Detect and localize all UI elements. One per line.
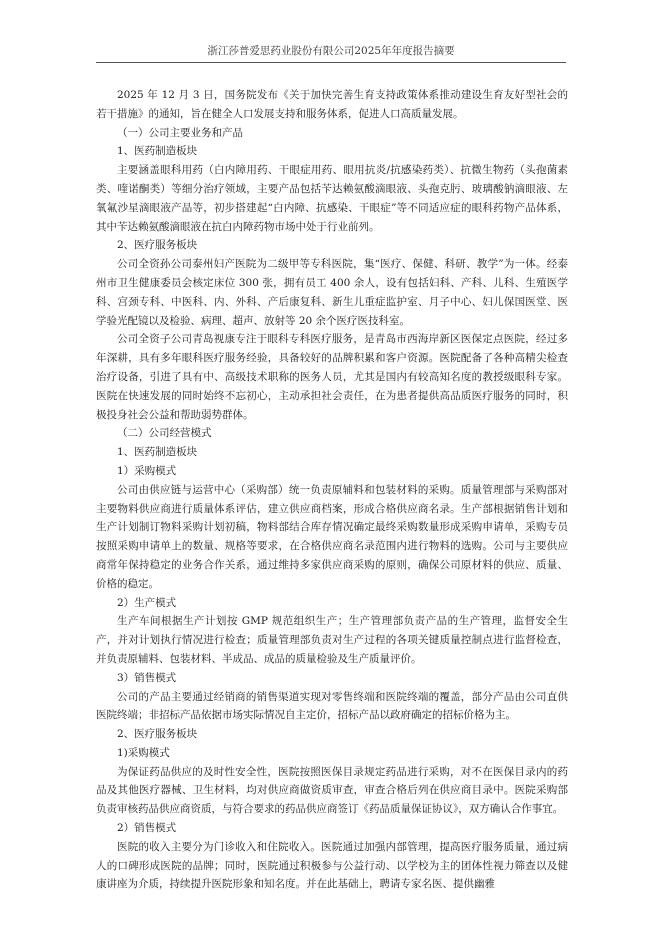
paragraph: 公司的产品主要通过经销商的销售渠道实现对零售终端和医院终端的覆盖，部分产品由公司直供医院终端；非招标产品依据市场实际情况自主定价，招标产品以政府确定的招标价格为主。 — [96, 690, 568, 722]
report-body — [96, 86, 568, 894]
section-heading: （二）公司经营模式 — [117, 427, 212, 440]
item-heading: 1）采购模式 — [117, 464, 177, 477]
subsection-heading: 2、医疗服务板块 — [117, 728, 198, 741]
subsection-heading: 2、医疗服务板块 — [117, 239, 198, 252]
item-heading: 3）销售模式 — [117, 671, 177, 684]
item-heading: 1)采购模式 — [117, 746, 170, 759]
item-heading: 2）生产模式 — [117, 596, 177, 609]
paragraph: 公司全资孙公司泰州妇产医院为二级甲等专科医院，集“医疗、保健、科研、教学”为一体。经泰州市卫生健康委员会核定床位 300 张，拥有员工 400 余人，设有包括妇科、产科、儿科、生殖医学科、宫颈专科、中医科、内、外科、产后康复科、新生儿重症监护室、月子中心、妇儿保国医堂、医学验光配镜以及检验、病理、超声、放射等 20 余个医疗医技科室。 — [96, 258, 568, 327]
paragraph: 为保证药品供应的及时性安全性，医院按照医保目录规定药品进行采购，对不在医保目录内的药品及其他医疗器械、卫生材料，均对供应商做资质审查，审查合格后列在供应商目录中。医院采购部负责审核药品供应商资质，与符合要求的药品供应商签订《药品质量保证协议》，双方确认合作事宜。 — [96, 765, 568, 816]
subsection-heading: 1、医药制造板块 — [117, 145, 198, 158]
paragraph: 生产车间根据生产计划按 GMP 规范组织生产；生产管理部负责产品的生产管理，监督安全生产，并对计划执行情况进行检查；质量管理部负责对生产过程的各项关键质量控制点进行监督检查，并负责原辅料、包装材料、半成品、成品的质量检验及生产质量评价。 — [96, 615, 568, 665]
paragraph: 2025 年 12 月 3 日，国务院发布《关于加快完善生育支持政策体系推动建设生育友好型社会的若干措施》的通知，旨在健全人口发展支持和服务体系，促进人口高质量发展。 — [96, 89, 568, 120]
section-heading: （一）公司主要业务和产品 — [117, 126, 243, 139]
header-divider — [96, 62, 566, 63]
paragraph: 公司全资子公司青岛视康专注于眼科专科医疗服务，是青岛市西海岸新区医保定点医院，经过多年深耕，具有多年眼科医疗服务经验，具备较好的品牌积累和客户资源。医院配备了各种高精尖检查治疗设备，引进了具有中、高级技术职称的医务人员，尤其是国内有较高知名度的教授级眼科专家。医院在快速发展的同时始终不忘初心，主动承担社会责任，在为患者提供高品质医疗服务的同时，积极投身社会公益和帮助弱势群体。 — [96, 333, 568, 421]
paragraph: 医院的收入主要分为门诊收入和住院收入。医院通过加强内部管理，提高医疗服务质量，通过病人的口碑形成医院的品牌；同时，医院通过积极参与公益行动、以学校为主的团体性视力筛查以及健康讲座为介质，持续提升医院形象和知名度。并在此基础上，聘请专家名医、提供幽雅 — [96, 840, 568, 891]
page-header: 浙江莎普爱思药业股份有限公司2025年年度报告摘要 — [207, 45, 455, 57]
paragraph: 公司由供应链与运营中心（采购部）统一负责原辅料和包装材料的采购。质量管理部与采购部对主要物料供应商进行质量体系评估，建立供应商档案，形成合格供应商名录。生产部根据销售计划和生产计划制订物料采购计划初稿，物料部结合库存情况确定最终采购数量形成采购申请单，采购专员按照采购申请单上的数量、规格等要求，在合格供应商名录范围内进行物料的选购。公司与主要供应商常年保持稳定的业务合作关系，通过维持多家供应商采购的原则，确保公司原材料的供应、质量、价格的稳定。 — [96, 483, 568, 590]
subsection-heading: 1、医药制造板块 — [117, 446, 198, 459]
paragraph: 主要涵盖眼科用药（白内障用药、干眼症用药、眼用抗炎/抗感染药类）、抗微生物药（头孢菌素类、喹诺酮类）等细分治疗领域，主要产品包括苄达赖氨酸滴眼液、头孢克肟、玻璃酸钠滴眼液、左氧氟沙星滴眼液产品等，初步搭建起“白内障、抗感染、干眼症”等不同适应症的眼科药物产品体系，其中苄达赖氨酸滴眼液在抗白内障药物市场中处于行业前列。 — [96, 164, 568, 233]
item-heading: 2）销售模式 — [117, 822, 177, 835]
